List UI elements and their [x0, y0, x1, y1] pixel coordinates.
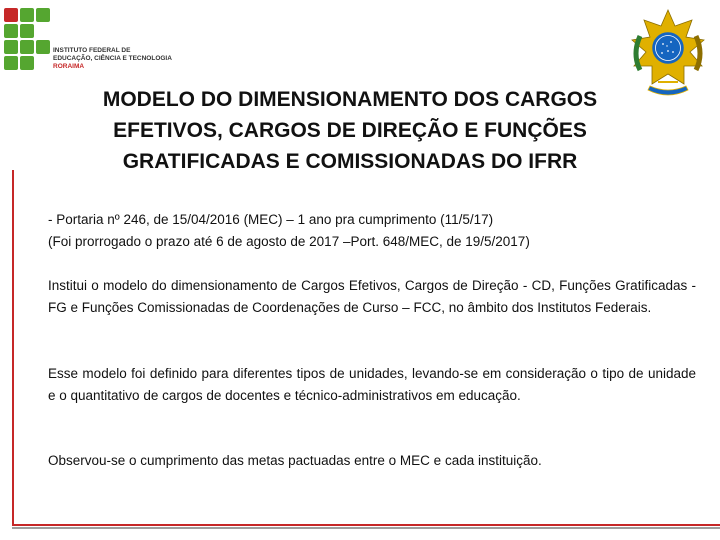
portaria-paragraph: [48, 209, 696, 253]
logo-line-1: INSTITUTO FEDERAL DE: [53, 47, 131, 54]
ifrr-logo-text: [53, 47, 172, 71]
title-line-2: EFETIVOS, CARGOS DE DIREÇÃO E FUNÇÕES: [113, 119, 587, 142]
frame-bottom-shadow: [12, 527, 720, 529]
logo-line-3: RORAIMA: [53, 63, 85, 70]
prorrogacao-line: (Foi prorrogado o prazo até 6 de agosto de 2017 –Port. 648/MEC, de 19/5/2017): [48, 234, 530, 249]
title-line-3: GRATIFICADAS E COMISSIONADAS DO IFRR: [122, 150, 578, 173]
ifrr-logo-grid-icon: [4, 8, 50, 74]
frame-left-border: [12, 170, 14, 526]
institui-paragraph: Institui o modelo do dimensionamento de Cargos Efetivos, Cargos de Direção - CD, Funções Gratificadas - FG e Funções Comissionadas de Coordenações de Curso – FCC, no âmbito dos Institutos Federais.: [48, 278, 696, 315]
portaria-line: - Portaria nº 246, de 15/04/2016 (MEC) – 1 ano pra cumprimento (11/5/17): [48, 212, 494, 227]
metas-paragraph: Observou-se o cumprimento das metas pactuadas entre o MEC e cada instituição.: [48, 453, 542, 468]
logo-line-2: EDUCAÇÃO, CIÊNCIA E TECNOLOGIA: [53, 55, 172, 62]
modelo-paragraph: Esse modelo foi definido para diferentes tipos de unidades, levando-se em consideração o tipo de unidade e o quantitativo de cargos de docentes e técnico-administrativos em educação.: [48, 366, 696, 403]
page-title: [40, 84, 660, 177]
title-line-1: MODELO DO DIMENSIONAMENTO DOS CARGOS: [102, 88, 598, 111]
frame-bottom-border: [12, 524, 720, 526]
